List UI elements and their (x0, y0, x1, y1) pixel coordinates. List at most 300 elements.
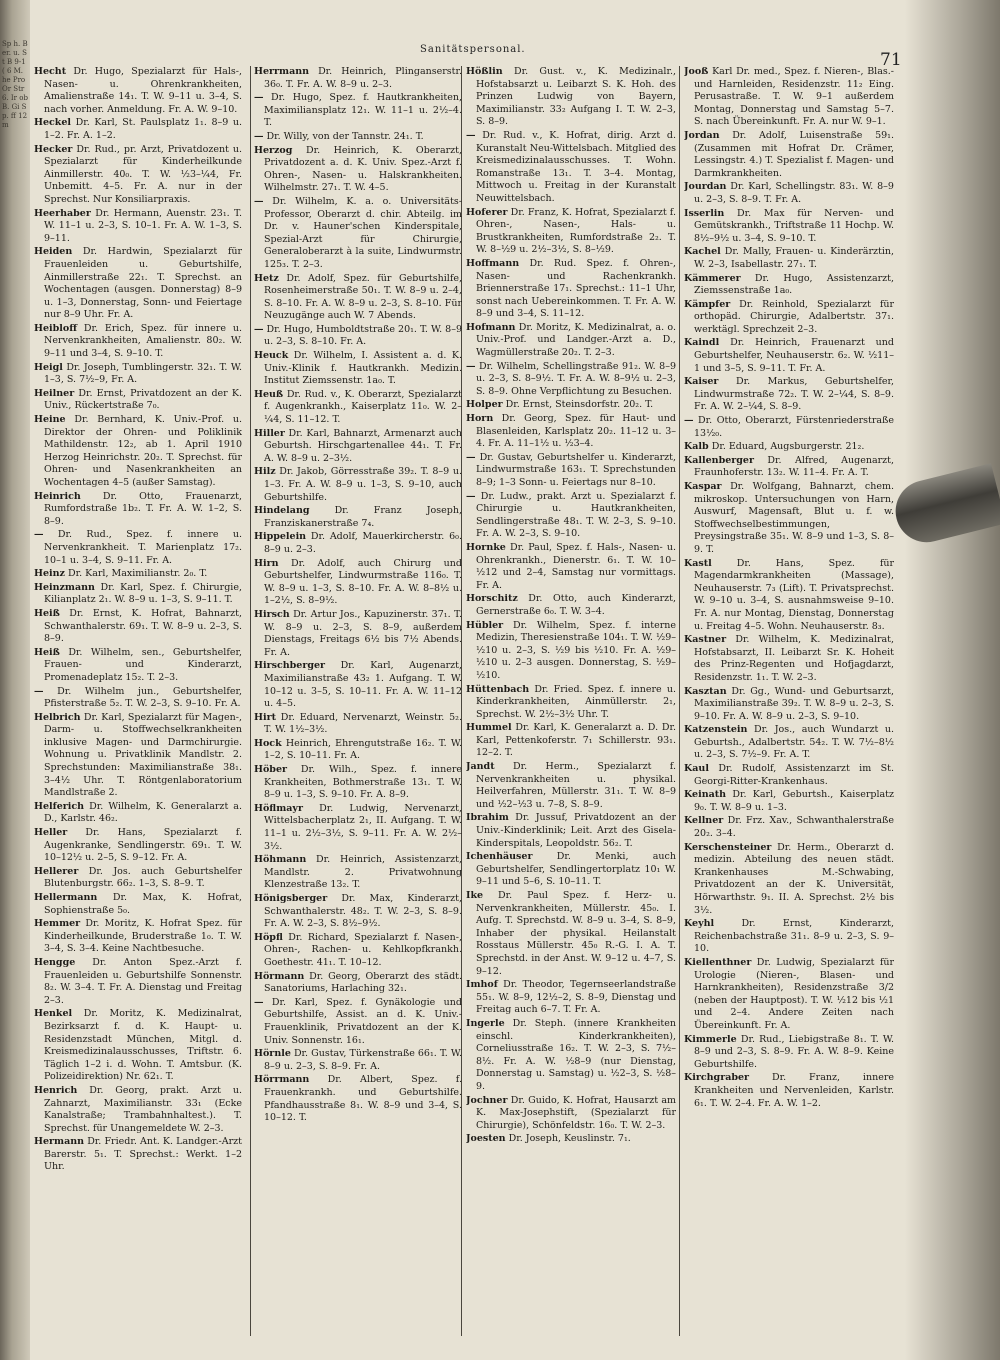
entry-details: Dr. Karl, Schellingstr. 83₁. W. 8–9 u. 2–3, S. 8–9. T. Fr. A. (694, 181, 894, 205)
directory-entry (34, 892, 242, 917)
entry-name: Kaspar (684, 481, 722, 492)
entry-details: Dr. Moritz, K. Medizinalrat, Bezirksarzt f. d. K. Haupt- u. Residenzstadt München, Mitgl. d. Kreismedizinalausschusses, Triftstr. 6. Täglich 1–2 i. d. Wohn. T. Amtsbur. (K. Polizeidirektion) Nr. 62₁. T. (44, 1008, 242, 1083)
entry-details: Dr. Gustav, Geburtshelfer u. Kinderarzt, Lindwurmstraße 163₁. T. Sprechstunden 8–9; 1–3 Sonn- u. Feiertags nur 8–10. (476, 451, 676, 488)
column-2 (254, 66, 462, 1346)
entry-name: Isserlin (684, 207, 725, 219)
directory-entry (34, 1085, 242, 1135)
entry-name: — (254, 996, 264, 1008)
directory-entry (34, 957, 242, 1007)
entry-details: Dr. Rud., pr. Arzt, Privatdozent u. Spezialarzt für Kinderheilkunde Ainmillerstr. 40₀. T. W. ½3–¼4, Fr. Unbemitt. 4–5. Fr. A. nur in der Sprechst. Nur Konsiliarpraxis. (44, 143, 242, 205)
directory-entry (684, 957, 894, 1033)
directory-entry (34, 647, 242, 685)
entry-name: — (34, 685, 44, 697)
entry-name: Ike (466, 890, 484, 901)
directory-entry (34, 866, 242, 891)
entry-details: Dr. Hermann, Auenstr. 23₁. T. W. 11–1 u. 2–3, S. 10–1. Fr. A. W. 1–3, S. 9–11. (44, 207, 242, 244)
entry-name: Heiß (34, 607, 60, 619)
entry-name: Heigl (34, 361, 63, 373)
entry-details: Dr. Wilhelm, K. Generalarzt a. D., Karlstr. 46₂. (44, 800, 242, 825)
entry-name: Henrich (34, 1084, 78, 1096)
entry-details: Dr. Gg., Wund- und Geburtsarzt, Maximilianstraße 39₂. T. W. 8–9 u. 2–3, S. 9–10. Fr. A. W. 8–9 u. 2–3, S. 9–10. (694, 685, 894, 722)
directory-entry (254, 712, 462, 737)
directory-entry (34, 918, 242, 956)
entry-details: Dr. Adolf, Spez. für Geburtshilfe, Rosenheimerstraße 50₁. T. W. 8–9 u. 2–4, S. 8–10. Fr. A. W. 8–9 u. 2–3, S. 8–10. Für Neuzugänge auch W. 7 Abends. (264, 272, 462, 322)
entry-name: — (254, 323, 264, 335)
entry-name: — (254, 195, 264, 207)
directory-entry (684, 918, 894, 956)
directory-entry (34, 323, 242, 361)
entry-details: Dr. Karl, Spez. f. Chirurgie, Kilianplatz 2₁. W. 8–9 u. 1–3, S. 9–11. T. (44, 581, 242, 606)
entry-name: Hecker (34, 143, 73, 155)
directory-entry (254, 660, 462, 710)
entry-name: Kaindl (684, 337, 720, 349)
directory-entry (684, 246, 894, 271)
entry-details: Dr. Ludwig, Nervenarzt, Wittelsbacherplatz 2₁, II. Aufgang. T. W. 11–1 u. 2½–3½, S. 9–11. Fr. A. W. 2½–3½. (264, 802, 462, 852)
directory-entry (466, 66, 676, 129)
directory-entry (254, 428, 462, 466)
directory-entry (254, 764, 462, 802)
entry-details: Dr. Wilh., Spez. f. innere Krankheiten, Bothmerstraße 13₁. T. W. 8–9 u. 1–3, S. 9–10. Fr. A. 8–9. (264, 764, 462, 801)
column-rule (250, 66, 251, 1336)
entry-details: Dr. Wilhelm, K. a. o. Universitäts-Professor, Oberarzt d. chir. Abteilg. im Dr. v. Hauner'schen Kinderspitale, Spezial-Arzt für Chirurgie, Generaloberarzt à la suite, Lindwurmstr. 125₃. T. 2–3. (264, 195, 462, 270)
entry-name: Imhof (466, 979, 498, 991)
entry-name: Hecht (34, 66, 67, 77)
entry-name: Kallenberger (684, 454, 754, 466)
entry-details: Dr. Karl, Augenarzt, Maximilianstraße 43₂ 1. Aufgang. T. W. 10–12 u. 3–5, S. 10–11. Fr. A. W. 11–12 u. 4–5. (264, 660, 462, 710)
directory-entry (466, 979, 676, 1017)
directory-entry (34, 1008, 242, 1084)
directory-entry (254, 803, 462, 853)
directory-entry (466, 413, 676, 451)
entry-name: Kimmerle (684, 1033, 737, 1045)
entry-name: Hellermann (34, 892, 98, 903)
directory-entry (254, 971, 462, 996)
entry-name: Hindelang (254, 505, 310, 517)
entry-name: Holper (466, 399, 503, 411)
entry-name: Höpfl (254, 931, 283, 943)
directory-entry (34, 491, 242, 529)
entry-name: Hörmann (254, 970, 305, 982)
entry-details: Dr. Hans, Spezialarzt f. Augenkranke, Sendlingerstr. 69₁. T. W. 10–12½ u. 2–5, S. 9–12. Fr. A. (44, 827, 242, 864)
entry-name: Heuß (254, 388, 284, 400)
directory-entry (254, 558, 462, 608)
entry-name: — (34, 529, 44, 541)
directory-entry (254, 609, 462, 659)
entry-details: Dr. Richard, Spezialarzt f. Nasen-, Ohren-, Rachen- u. Kehlkopfkrankh. Goethestr. 41₁. T. 10–12. (264, 931, 462, 968)
entry-details: Dr. Adolf, auch Chirurg und Geburtshelfer, Lindwurmstraße 116₀. T. W. 8–9 u. 1–3, S. 8–10. Fr. A. W. 8–8½ u. 1–2½, S. 8–9½. (264, 557, 462, 607)
entry-name: — (466, 451, 476, 463)
entry-details: Dr. Wilhelm, sen., Geburtshelfer, Frauen- und Kinderarzt, Promenadeplatz 15₂. T. 2–3. (44, 646, 242, 683)
entry-details: Dr. Rudolf, Assistenzarzt im St. Georgi-Ritter-Krankenhaus. (694, 763, 894, 787)
directory-entry (466, 722, 676, 760)
directory-entry (466, 399, 676, 412)
entry-name: Hummel (466, 722, 512, 734)
entry-name: Katzenstein (684, 724, 748, 736)
entry-name: Keyhl (684, 918, 715, 930)
entry-details: Dr. Hugo, Humboldtstraße 20₁. T. W. 8–9 u. 2–3, S. 8–10. Fr. A. (264, 323, 462, 348)
entry-details: Dr. Jos., auch Wundarzt u. Geburtsh., Adalbertstr. 54₂. T. W. 7½–8½ u. 2–3, S. 7½–9. Fr. A. T. (694, 724, 894, 761)
column-1 (34, 66, 242, 1346)
directory-entry (254, 932, 462, 970)
directory-entry (684, 634, 894, 684)
directory-entry (684, 789, 894, 814)
entry-details: Dr. Georg, prakt. Arzt u. Zahnarzt, Maximilianstr. 33₁ (Ecke Kanalstraße; Trambahnhaltest.). T. Sprechst. für Unangemeldete W. 2–3. (44, 1084, 242, 1134)
entry-details: Dr. Menki, auch Geburtshelfer, Sendlingertorplatz 10₁ W. 9–11 und 5–6, S. 10–11. T. (476, 851, 676, 888)
directory-entry (34, 686, 242, 711)
entry-name: Kalb (684, 441, 709, 453)
directory-entry (684, 337, 894, 375)
directory-entry (684, 1034, 894, 1072)
entry-details: Dr. Moritz, K. Hofrat Spez. für Kinderheilkunde, Bruderstraße 1₀. T. W. 3–4, S. 3–4. Keine Nachtbesuche. (44, 918, 242, 955)
entry-details: Dr. Wilhelm jun., Geburtshelfer, Pfisterstraße 5₂. T. W. 2–3, S. 9–10. Fr. A. (44, 685, 242, 710)
entry-details: Dr. Karl, Bahnarzt, Armenarzt auch Geburtsh. Hirschgartenallee 44₁. T. Fr. A. W. 8–9 u. 2–3½. (264, 427, 462, 464)
entry-name: Hellerer (34, 865, 79, 877)
entry-name: Ibrahim (466, 812, 509, 824)
directory-entry (34, 1136, 242, 1174)
directory-entry (684, 299, 894, 337)
entry-name: Heibloff (34, 322, 78, 334)
directory-entry (466, 361, 676, 399)
directory-entry (466, 593, 676, 618)
entry-name: Kellner (684, 815, 724, 827)
directory-entry (684, 842, 894, 918)
directory-entry (254, 1074, 462, 1124)
directory-entry (466, 1095, 676, 1133)
directory-entry (34, 827, 242, 865)
entry-details: Heinrich, Ehrengutstraße 16₂. T. W. 1–2, S. 10–11. Fr. A. (264, 737, 462, 762)
entry-details: Dr. Rud. v., K. Oberarzt, Spezialarzt f. Augenkrankh., Kaiserplatz 11₀. W. 2–¼4, S. 11–12. T. (264, 388, 462, 426)
directory-entry (254, 997, 462, 1047)
entry-details: Dr. Georg, Spez. für Haut- und Blasenleiden, Karlsplatz 20₂. 11–12 u. 3–4. Fr. A. 11–1½ u. ½3–4. (476, 413, 676, 450)
entry-details: Dr. Max, Kinderarzt, Schwanthalerstr. 48₂. T. W. 2–3, S. 8–9. Fr. A. W. 2–3, S. 8½–9½. (264, 893, 462, 930)
entry-name: Hörnle (254, 1048, 291, 1060)
entry-details: Dr. Adolf, Mauerkircherstr. 6₀. 8–9 u. 2–3. (264, 531, 462, 555)
directory-entry (466, 684, 676, 722)
entry-name: Höber (254, 764, 288, 776)
directory-entry (34, 414, 242, 490)
directory-entry (684, 130, 894, 180)
directory-entry (466, 207, 676, 257)
directory-entry (684, 66, 894, 129)
column-4 (684, 66, 894, 1346)
directory-entry (466, 812, 676, 850)
entry-details: Dr. Otto, Oberarzt, Fürstenriederstraße 13½₀. (694, 415, 894, 439)
directory-entry (684, 273, 894, 298)
entry-name: Joesten (466, 1133, 506, 1145)
entry-name: Heinz (34, 568, 65, 580)
directory-entry (254, 131, 462, 144)
entry-details: Dr. Alfred, Augenarzt, Fraunhoferstr. 13₂. W. 11–4. Fr. A. T. (694, 454, 894, 479)
directory-entry (466, 130, 676, 206)
directory-entry (684, 558, 894, 634)
directory-entry (34, 712, 242, 800)
entry-details: Dr. Moritz, K. Medizinalrat, a. o. Univ.-Prof. und Landger.-Arzt a. D., Wagmüllerstraße 20₂. T. 2–3. (476, 321, 676, 359)
entry-details: Dr. Herm., Oberarzt d. medizin. Abteilung des neuen städt. Krankenhauses M.-Schwabing, Privatdozent an der K. Universität, Hörwarthstr. 9₁. II. A. Sprechst. 2½ bis 3½. (694, 841, 894, 916)
directory-entry (34, 582, 242, 607)
directory-entry (684, 815, 894, 840)
entry-name: Hübler (466, 619, 504, 631)
entry-name: Heckel (34, 117, 72, 129)
entry-name: — (466, 360, 476, 372)
entry-name: Herrmann (254, 66, 310, 77)
entry-name: Ichenhäuser (466, 851, 533, 863)
entry-details: Dr. Markus, Geburtshelfer, Lindwurmstraße 72₂. T. W. 2–¼4, S. 8–9. Fr. A. W. 2–¼4, S. 8–9. (694, 376, 894, 413)
directory-entry (684, 724, 894, 762)
directory-entry (466, 1018, 676, 1094)
entry-details: Dr. Jussuf, Privatdozent an der Univ.-Kinderklinik; Leit. Arzt des Gisela-Kinderspitals, Leopoldstr. 56₂. T. (476, 812, 676, 849)
entry-name: Hößlin (466, 66, 503, 77)
directory-entry (684, 686, 894, 724)
entry-name: Heilner (34, 387, 75, 399)
entry-details: Dr. Hugo, Spez. f. Hautkrankheiten, Maximiliansplatz 12₁. W. 11–1 u. 2½–4. T. (264, 92, 462, 129)
entry-details: Dr. Fried. Spez. f. innere u. Kinderkrankheiten, Ainmüllerstr. 2₁, Sprechst. W. 2½–3½ Uhr. T. (476, 683, 676, 720)
entry-name: Hirn (254, 557, 279, 569)
directory-entry (684, 208, 894, 246)
entry-details: Dr. Wolfgang, Bahnarzt, chem. mikroskop. Untersuchungen von Harn, Auswurf, Magensaft, Blut u. f. w. Stoffwechselbestimmungen, Preysingstraße 35₁. W. 8–9 und 1–3, S. 8–9. T. (694, 481, 894, 555)
directory-entry (34, 144, 242, 207)
entry-name: Kerschensteiner (684, 841, 772, 853)
entry-name: — (466, 129, 476, 141)
entry-details: Dr. Bernhard, K. Univ.-Prof. u. Direktor der Ohren- und Poliklinik Mathildenstr. 12₂, ab 1. April 1910 Herzog Heinrichstr. 20₂. T. Sprechst. für Ohren- und Nasenkrankheiten an Wochentagen 4–5 (außer Samstag). (44, 414, 242, 488)
directory-entry (466, 491, 676, 541)
entry-details: Dr. Theodor, Tegernseerlandstraße 55₁. W. 8–9, 12½–2, S. 8–9, Dienstag und Freitag auch 6–7. T. Fr. A. (476, 979, 676, 1016)
entry-details: Dr. Herm., Spezialarzt f. Nervenkrankheiten u. physikal. Heilverfahren, Müllerstr. 31₁. T. W. 8–9 und ½2–½3 u. 7–8, S. 8–9. (476, 761, 676, 810)
directory-entry (466, 322, 676, 360)
entry-details: Dr. Franz Joseph, Franziskanerstraße 7₄. (264, 505, 462, 529)
book-gutter (0, 0, 30, 1360)
directory-entry (34, 117, 242, 142)
entry-details: Dr. Ernst, K. Hofrat, Bahnarzt, Schwanthalerstr. 69₁. T. W. 8–9 u. 2–3, S. 8–9. (44, 607, 242, 645)
entry-details: Dr. Heinrich, Assistenzarzt, Mandlstr. 2. Privatwohnung Klenzestraße 13₂. T. (264, 854, 462, 891)
entry-name: Hiller (254, 427, 285, 439)
entry-name: Horschitz (466, 593, 518, 605)
entry-details: Dr. Eduard, Nervenarzt, Weinstr. 5₂. T. W. 1½–3½. (264, 711, 462, 736)
entry-name: Kämpfer (684, 298, 731, 310)
entry-details: Dr. Wilhelm, Spez. f. interne Medizin, Theresienstraße 104₁. T. W. ½9–½10 u. 2–3, S. ½9 bis ½10. Fr. A. ½9–½10 u. 2–3 ausgen. Donnerstag, S. ½9–½10. (476, 619, 676, 681)
column-rule (679, 66, 680, 1336)
entry-details: Dr. Willy, von der Tannstr. 24₁. T. (266, 130, 424, 142)
directory-entry (254, 145, 462, 195)
entry-details: Dr. Karl, Maximilianstr. 2₀. T. (67, 568, 208, 580)
directory-entry (254, 389, 462, 427)
entry-details: Dr. Karl, Geburtsh., Kaiserplatz 9₀. T. W. 8–9 u. 1–3. (694, 789, 894, 813)
directory-entry (466, 761, 676, 811)
adjacent-page-text: Sp h. Ber. u. St B 9-1 ( 6 M. he Pro Or Str 6. Ir ob B. Gi Sp. ff 12 m (2, 40, 28, 129)
entry-details: Dr. Ernst, Steinsdorfstr. 20₂. T. (505, 399, 654, 411)
entry-details: Dr. Joseph, Keuslinstr. 7₁. (508, 1133, 631, 1145)
directory-entry (254, 196, 462, 272)
entry-details: Dr. Rud. v., K. Hofrat, dirig. Arzt d. Kuranstalt Neu-Wittelsbach. Mitglied des Kreismedizinalausschusses. T. Wohn. Romanstraße 13₁. T. 3–4. Montag, Mittwoch u. Freitag in der Kuranstalt Neuwittelsbach. (476, 129, 676, 204)
entry-details: Dr. Guido, K. Hofrat, Hausarzt am K. Max-Josephstift, (Spezialarzt für Chirurgie), Schönfeldstr. 16₀. T. W. 2–3. (476, 1094, 676, 1131)
entry-name: Jordan (684, 129, 720, 141)
directory-entry (34, 66, 242, 116)
entry-name: Hofmann (466, 321, 516, 333)
directory-entry (684, 455, 894, 480)
entry-name: Hörrmann (254, 1074, 310, 1086)
entry-name: Heiden (34, 246, 73, 258)
directory-entry (34, 568, 242, 581)
entry-name: Herzog (254, 144, 293, 156)
entry-name: Horn (466, 413, 494, 425)
entry-name: Hengge (34, 956, 76, 968)
directory-entry (254, 738, 462, 763)
entry-details: Dr. Heinrich, K. Oberarzt, Privatdozent a. d. K. Univ. Spez.-Arzt f. Ohren-, Nasen- u. Halskrankheiten. Wilhelmstr. 27₁. T. W. 4–5. (264, 144, 462, 194)
directory-entry (684, 763, 894, 788)
directory-entry (254, 531, 462, 556)
entry-details: Dr. Eduard, Augsburgerstr. 21₂. (711, 441, 865, 453)
directory-entry (34, 608, 242, 646)
entry-details: Dr. Rud. Spez. f. Ohren-, Nasen- und Rachenkrankh. Briennerstraße 17₁. Sprechst.: 11–1 Uhr, sonst nach Uebereinkommen. T. Fr. A. W. 8–9 und 3–4, S. 11–12. (476, 257, 676, 320)
entry-details: Karl Dr. med., Spez. f. Nieren-, Blas.- und Harnleiden, Residenzstr. 11₂ Eing. Perusastraße. T. W. 9–1 außerdem Montag, Donnerstag und Samstag 5–7. S. nach Übereinkunft. Fr. A. nur W. 9–1. (694, 66, 894, 128)
page-curl-shadow (905, 0, 1000, 1360)
entry-name: Kastner (684, 634, 727, 646)
entry-details: Dr. Ernst, Kinderarzt, Reichenbachstraße 31₁. 8–9 u. 2–3, S. 9–10. (694, 918, 894, 955)
entry-details: Dr. Wilhelm, Schellingstraße 91₂. W. 8–9 u. 2–3, S. 8–9½. T. Fr. A. W. 8–9½ u. 2–3, S. 8–9. Ohne Verpflichtung zu Besuchen. (476, 360, 676, 397)
entry-name: Kaul (684, 763, 709, 775)
entry-name: Ingerle (466, 1017, 505, 1029)
directory-entry (254, 1048, 462, 1073)
entry-name: Hönigsberger (254, 893, 328, 904)
entry-name: Kiellenthner (684, 956, 752, 968)
entry-details: Dr. Hans, Spez. für Magendarmkrankheiten (Massage), Neuhauserstr. 7₃ (Lift). T. Privatsprechst. W. 9–10 u. 3–4, S. ausnahmsweise 9–10. Fr. A. nur Montag, Dienstag, Donnerstag u. Freitag 4–5. Wohn. Neuhauserstr. 8₃. (694, 557, 894, 632)
directory-entry (466, 542, 676, 592)
directory-entry (466, 620, 676, 683)
entry-details: Dr. Wilhelm, K. Medizinalrat, Hofstabsarzt, II. Leibarzt Sr. K. Hoheit des Prinz-Regenten und Hofjagdarzt, Residenzstr. 1₁. T. W. 2–3. (694, 634, 894, 683)
directory-entry (254, 854, 462, 892)
entry-details: Dr. Georg, Oberarzt des städt. Sanatoriums, Harlaching 32₁. (264, 970, 462, 995)
entry-details: Dr. Ludwig, Spezialarzt für Urologie (Nieren-, Blasen- und Harnkrankheiten), Residenzstraße 3/2 (neben der Hauptpost). T. W. ½12 bis ½1 und 2–4. Andere Zeiten nach Übereinkunft. Fr. A. (694, 956, 894, 1031)
entry-name: — (466, 490, 476, 502)
entry-name: Jourdan (684, 181, 727, 193)
directory-entry (34, 362, 242, 387)
entry-name: Kaiser (684, 376, 719, 388)
entry-name: Heinrich (34, 490, 81, 502)
directory-entry (684, 376, 894, 414)
entry-details: Dr. Franz, K. Hofrat, Spezialarzt f. Ohren-, Nasen-, Hals- u. Brustkrankheiten, Rumfordstraße 2₂. T. W. 8–½9 u. 2½–3½, S. 8–½9. (476, 206, 676, 256)
entry-details: Dr. Hugo, Spezialarzt für Hals-, Nasen- u. Ohrenkrankheiten, Amalienstraße 14₁. T. W. 9–11 u. 3–4, S. nach vorher. Anmeldung. Fr. A. W. 9–10. (44, 66, 242, 115)
column-3 (466, 66, 676, 1346)
entry-details: Dr. Gust. v., K. Medizinalr., Hofstabsarzt u. Leibarzt S. K. Hoh. des Prinzen Ludwig von Bayern, Maximilianstr. 33₂ Aufgang I. T. W. 2–3, S. 8–9. (476, 66, 676, 128)
entry-details: Dr. Franz, innere Krankheiten und Nervenleiden, Karlstr. 6₁. T. W. 2–4. Fr. A. W. 1–2. (694, 1072, 894, 1109)
entry-details: Dr. Paul Spez. f. Herz- u. Nervenkrankheiten, Müllerstr. 45₀. I. Aufg. T. Sprechstd. W. 8–9 u. 3–4, S. 8–9, Inhaber der physikal. Heilanstalt Rosstaus Müllerstr. 45₀ R.-G. I. A. T. Sprechstd. in der Anst. W. 9–12 u. 4–7, S. 9–12. (476, 890, 676, 977)
directory-entry (34, 529, 242, 567)
entry-name: Hirsch (254, 608, 290, 620)
entry-details: Dr. Anton Spez.-Arzt f. Frauenleiden u. Geburtshilfe Sonnenstr. 8₂. W. 3–4. T. Fr. A. Dienstag und Freitag 2–3. (44, 956, 242, 1006)
entry-details: Dr. Artur Jos., Kapuzinerstr. 37₁. T. W. 8–9 u. 2–3, S. 8–9, außerdem Dienstags, Freitags 6½ bis 7½ Abends. Fr. A. (264, 608, 462, 658)
directory-entry (684, 181, 894, 206)
entry-name: Kachel (684, 246, 721, 258)
page-header: Sanitätspersonal. (420, 44, 526, 55)
entry-name: Kirchgraber (684, 1072, 750, 1084)
entry-name: Heine (34, 414, 66, 426)
entry-details: Dr. Otto, Frauenarzt, Rumfordstraße 1b₂. T. Fr. A. W. 1–2, S. 8–9. (44, 490, 242, 527)
entry-name: Hetz (254, 272, 279, 284)
directory-entry (254, 92, 462, 130)
entry-details: Dr. Jakob, Görresstraße 39₂. T. 8–9 u. 1–3. Fr. A. W. 8–9 u. 1–3, S. 9–10, auch Geburtshilfe. (264, 466, 462, 503)
directory-entry (254, 350, 462, 388)
directory-entry (466, 258, 676, 321)
directory-entry (254, 505, 462, 530)
directory-entry (466, 890, 676, 978)
entry-name: Höhmann (254, 854, 307, 866)
entry-details: Dr. Joseph, Tumblingerstr. 32₁. T. W. 1–3, S. 7½–9, Fr. A. (44, 361, 242, 386)
directory-entry (34, 246, 242, 322)
directory-entry (34, 388, 242, 413)
directory-entry (466, 851, 676, 889)
directory-entry (254, 893, 462, 931)
entry-details: Dr. Adolf, Luisenstraße 59₁. (Zusammen mit Hofrat Dr. Crämer, Lessingstr. 4.) T. Spezialist f. Magen- und Darmkrankheiten. (694, 129, 894, 179)
directory-entry (254, 324, 462, 349)
directory-entry (254, 466, 462, 504)
entry-name: Hirt (254, 711, 276, 723)
directory-entry (34, 208, 242, 246)
entry-name: Höflmayr (254, 802, 303, 814)
page-number: 71 (880, 50, 902, 70)
directory-entry (254, 273, 462, 323)
entry-details: Dr. Heinrich, Frauenarzt und Geburtshelfer, Neuhauserstr. 6₂. W. ½11–1 und 3–5, S. 9–11. T. Fr. A. (694, 337, 894, 374)
entry-details: Dr. Rud., Spez. f. innere u. Nervenkrankheit. T. Marienplatz 17₂. 10–1 u. 3–4, S. 9–11. Fr. A. (44, 529, 242, 566)
entry-name: Kämmerer (684, 272, 741, 284)
entry-details: Dr. Wilhelm, I. Assistent a. d. K. Univ.-Klinik f. Hautkrankh. Medizin. Institut Ziemssenstr. 1a₀. T. (264, 350, 462, 387)
entry-details: Dr. Hardwin, Spezialarzt für Frauenleiden u. Geburtshilfe, Ainmillerstraße 22₁. T. Sprechst. an Wochentagen (ausgen. Donnerstag) 8–9 u. 1–3, Donnerstag, Sonn- und Feiertage nur 8–9 Uhr. Fr. A. (44, 246, 242, 321)
entry-details: Dr. Paul, Spez. f. Hals-, Nasen- u. Ohrenkrankh., Dienerstr. 6₁. T. W. 10–½12 und 2–4, Samstag nur vormittags. Fr. A. (476, 541, 676, 591)
entry-name: Hermann (34, 1136, 85, 1148)
entry-name: Henkel (34, 1008, 73, 1020)
entry-details: Dr. Heinrich, Plinganserstr. 36₀. T. Fr. A. W. 8–9 u. 2–3. (264, 66, 462, 90)
entry-name: Heller (34, 827, 68, 839)
directory-entry (684, 415, 894, 440)
entry-name: Hoffmann (466, 257, 520, 269)
directory-entry (684, 481, 894, 557)
entry-details: Dr. Max für Nerven- und Gemütskrankh., Triftstraße 11 Hochp. W. 8½–9½ u. 3–4, S. 9–10. T. (694, 207, 894, 244)
entry-details: Dr. Erich, Spez. für innere u. Nervenkrankheiten, Amalienstr. 80₂. W. 9–11 und 3–4, S. 9–10. T. (44, 322, 242, 360)
entry-name: Heiß (34, 646, 60, 658)
entry-details: Dr. Karl, Spez. f. Gynäkologie und Geburtshilfe, Assist. an d. K. Univ.-Frauenklinik, Privatdozent an der K. Univ. Sonnenstr. 16₁. (264, 996, 462, 1046)
entry-details: Dr. Friedr. Ant. K. Landger.-Arzt Barerstr. 5₁. T. Sprechst.: Werkt. 1–2 Uhr. (44, 1136, 242, 1173)
directory-entry (466, 452, 676, 490)
entry-name: — (684, 415, 694, 427)
entry-name: Hippelein (254, 531, 307, 543)
entry-name: Hilz (254, 466, 276, 478)
entry-name: Hornke (466, 541, 506, 553)
entry-details: Dr. Karl, K. Generalarzt a. D. Dr. Karl, Pettenkoferstr. 7₁ Schillerstr. 93₁. 12–2. T. (476, 722, 676, 759)
entry-details: Dr. Reinhold, Spezialarzt für orthopäd. Chirurgie, Adalbertstr. 37₁. werktägl. Sprechzeit 2–3. (694, 298, 894, 335)
entry-name: Keinath (684, 789, 727, 801)
entry-name: Heerhaber (34, 207, 91, 219)
entry-details: Dr. Ludw., prakt. Arzt u. Spezialarzt f. Chirurgie u. Hautkrankheiten, Sendlingerstraße 48₁. T. W. 2–3, S. 9–10. Fr. A. W. 2–3, S. 9–10. (476, 490, 676, 540)
entry-name: Heuck (254, 350, 289, 362)
directory-entry (466, 1133, 676, 1146)
entry-details: Dr. Otto, auch Kinderarzt, Gernerstraße 6₀. T. W. 3–4. (476, 593, 676, 617)
entry-name: Hirschberger (254, 660, 326, 672)
directory-entry (684, 441, 894, 454)
entry-details: Dr. Frz. Xav., Schwanthalerstraße 20₂. 3–4. (694, 815, 894, 840)
entry-name: Jandt (466, 761, 495, 773)
entry-name: — (254, 130, 264, 142)
entry-name: Helferich (34, 800, 85, 812)
entry-name: — (254, 92, 264, 104)
entry-name: Kasztan (684, 685, 727, 697)
entry-details: Dr. Steph. (innere Krankheiten einschl. Kinderkrankheiten), Corneliusstraße 16₂. T. W. 2–3, S. 7½–8½. Fr. A. W. ½8–9 (nur Dienstag, Donnerstag u. Samstag) u. ½2–3, S. ½8–9. (476, 1017, 676, 1092)
entry-details: Dr. Mally, Frauen- u. Kinderärztin, W. 2–3, Isabellastr. 27₁. T. (694, 246, 894, 270)
entry-details: Dr. Rud., Liebigstraße 8₁. T. W. 8–9 und 2–3, S. 8–9. Fr. A. W. 8–9. Keine Geburtshilfe. (694, 1033, 894, 1070)
entry-name: Jooß (684, 66, 709, 77)
entry-name: Hoferer (466, 206, 508, 218)
entry-details: Dr. Max, K. Hofrat, Sophienstraße 5₀. (44, 892, 242, 916)
entry-details: Dr. Karl, St. Paulsplatz 1₁. 8–9 u. 1–2. Fr. A. 1–2. (44, 117, 242, 141)
directory-entry (34, 801, 242, 826)
entry-name: Helbrich (34, 711, 81, 723)
